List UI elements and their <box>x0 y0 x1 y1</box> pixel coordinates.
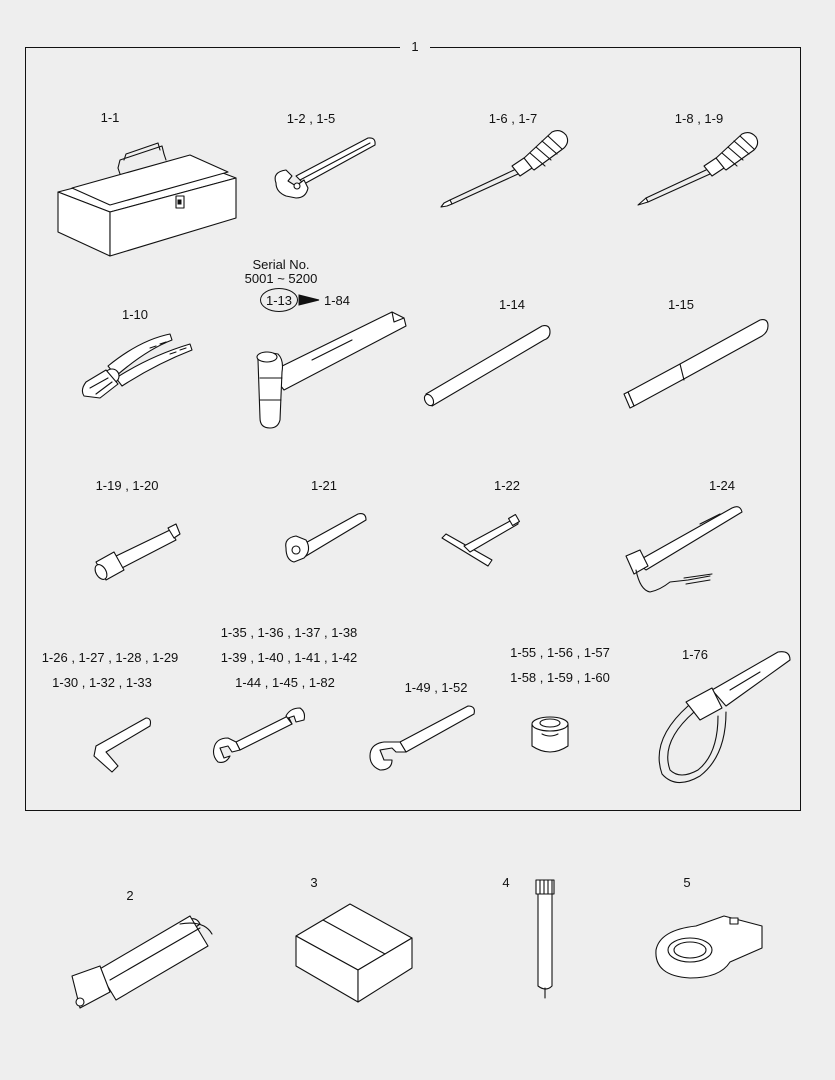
serial-note-line2: 5001 ~ 5200 <box>244 271 318 286</box>
label-bar: 1-14 <box>498 297 526 312</box>
label-grease-gun: 2 <box>126 888 134 903</box>
label-hammer-replacement: 1-84 <box>324 293 351 308</box>
kit-frame <box>25 47 801 811</box>
label-t-handle: 1-22 <box>493 478 521 493</box>
label-flat-screwdriver: 1-6 , 1-7 <box>488 111 538 126</box>
label-band-filter-wrench: 1-76 <box>681 647 709 662</box>
label-ring-wrench: 5 <box>683 875 691 890</box>
label-toolbox: 1-1 <box>100 110 120 125</box>
serial-note-line1: Serial No. <box>252 257 310 272</box>
label-pliers: 1-10 <box>121 307 149 322</box>
label-double-wrench-line1: 1-35 , 1-36 , 1-37 , 1-38 <box>220 625 358 640</box>
label-flat-bar: 1-15 <box>667 297 695 312</box>
box-icon <box>296 904 412 1002</box>
label-strap-wrench: 1-24 <box>708 478 736 493</box>
label-shaft: 4 <box>502 875 510 890</box>
label-ratchet-handle: 1-21 <box>310 478 338 493</box>
label-double-wrench-line3: 1-44 , 1-45 , 1-82 <box>235 675 335 690</box>
shaft-icon <box>536 880 554 998</box>
label-socket-line2: 1-58 , 1-59 , 1-60 <box>510 670 610 685</box>
grease-gun-icon <box>72 916 212 1008</box>
label-double-wrench-line2: 1-39 , 1-40 , 1-41 , 1-42 <box>220 650 358 665</box>
label-adjustable-wrench: 1-2 , 1-5 <box>286 111 336 126</box>
ring-wrench-icon <box>656 916 762 978</box>
label-box: 3 <box>310 875 318 890</box>
label-socket-extension: 1-19 , 1-20 <box>95 478 159 493</box>
label-single-wrench: 1-49 , 1-52 <box>404 680 468 695</box>
frame-label: 1 <box>400 39 430 54</box>
label-phillips-screwdriver: 1-8 , 1-9 <box>674 111 724 126</box>
label-hex-key-line1: 1-26 , 1-27 , 1-28 , 1-29 <box>41 650 179 665</box>
label-hammer: 1-13 <box>265 293 293 308</box>
label-socket-line1: 1-55 , 1-56 , 1-57 <box>510 645 610 660</box>
label-hex-key-line2: 1-30 , 1-32 , 1-33 <box>52 675 152 690</box>
